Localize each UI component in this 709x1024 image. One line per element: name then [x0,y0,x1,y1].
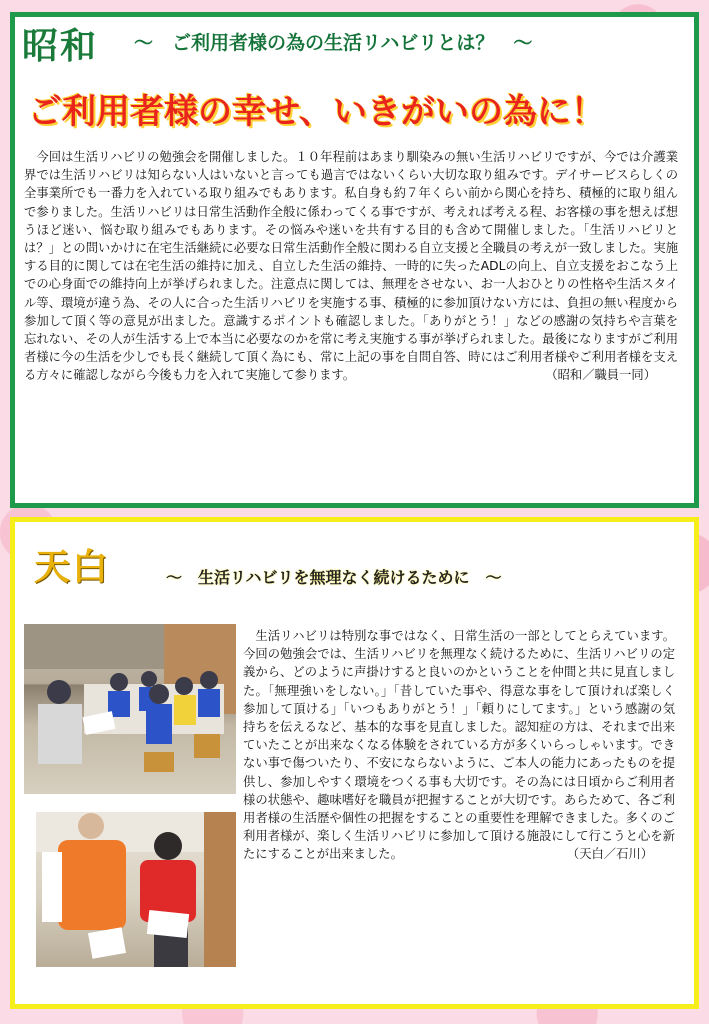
staff-review-photo [36,812,236,967]
showa-era-title: 昭和 [22,25,99,67]
showa-heading [22,18,682,67]
showa-signature: （昭和／職員一同） [545,368,656,383]
showa-body-text: 今回は生活リハビリの勉強会を開催しました。１０年程前はあまり馴染みの無い生活リハビリですが、今では介護業界では生活リハビリは知らない人はいないと言っても過言ではないくらい大切な取り組みです。デイサービスらしくの全事業所でも一番力を入れている取り組みでもあります。私自身も約７年くらい前から関心を持ち、積極的に取り組んで参りました。生活リハビリは日常生活動作全般に係わってくる事ですが、考えれば考える程、お客様の事を想えば想うほど迷い、悩む取り組みでもあります。その悩みや迷いを共有する目的も含めて開催しました。「生活リハビリとは？」との問いかけに在宅生活継続に必要な日常生活動作全般に関わる自立支援と全職員の考えが一致しました。実施する目的に関しては在宅生活の維持に加え、自立した生活の維持、一時的に失ったADLの向上、自立支援をおこなう上での心身面での維持向上が挙げられました。注意点に関しては、無理をさせない、お一人おひとりの性格や生活スタイル等、環境が違う為、その人に合った生活リハビリを実施する事、積極的に参加頂けない方には、負担の無い程度から参加して頂く等の意見が出ました。意識するポイントも確認しました。「ありがとう！」などの感謝の気持ちや言葉を忘れない、その人が生活する上で本当に必要なのかを常に考え実施する事が挙げられました。最後になりますがご利用者様に今の生活を少しでも長く継続して頂く為にも、常に上記の事を自問自答、時にはご利用者様やご利用者様を支える方々に確認しながら今後も力を入れて実施して参ります。 [24,150,678,383]
group-session-photo [24,624,236,794]
tenpaku-article [243,627,675,864]
showa-headline: ご利用者様の幸せ、いきがいの為に！ [28,92,605,132]
tenpaku-signature: （天白／石川） [566,847,653,862]
showa-article [24,148,678,385]
tenpaku-body-text: 生活リハビリは特別な事ではなく、日常生活の一部としてとらえています。今回の勉強会では、生活リハビリを無理なく続けるために、生活リハビリの定義から、どのように声掛けすると良いのかということを仲間と共に見直しました。「無理強いをしない。」「昔していた事や、得意な事をして頂ければ楽しく参加して頂ける」「いつもありがとう！」「頼りにしてます。」という感謝の気持ちを伝えるなど、基本的な事を見直しました。認知症の方は、それまで出来ていたことが出来なくなる体験をされている方が多くいらっしゃいます。できない事で傷ついたり、不安にならないように、ご本人の能力にあったものを提供し、参加しやすく環境をつくる事も大切です。その為には日頃からご利用者様の状態や、趣味嗜好を職員が把握することが大切です。あらためて、各ご利用者様の生活歴や個性の把握をすることの重要性を理解できました。多くのご利用者様が、楽しく生活リハビリに参加して頂ける施設にして行こうと心を新たにすることが出来ました。 [243,629,675,862]
tenpaku-heading [22,535,682,595]
showa-subtitle: ～ ご利用者様の為の生活リハビリとは？ ～ [134,32,533,54]
tenpaku-era-title: 天白 [34,546,111,588]
tenpaku-subtitle: ～ 生活リハビリを無理なく続けるために ～ [166,568,502,587]
